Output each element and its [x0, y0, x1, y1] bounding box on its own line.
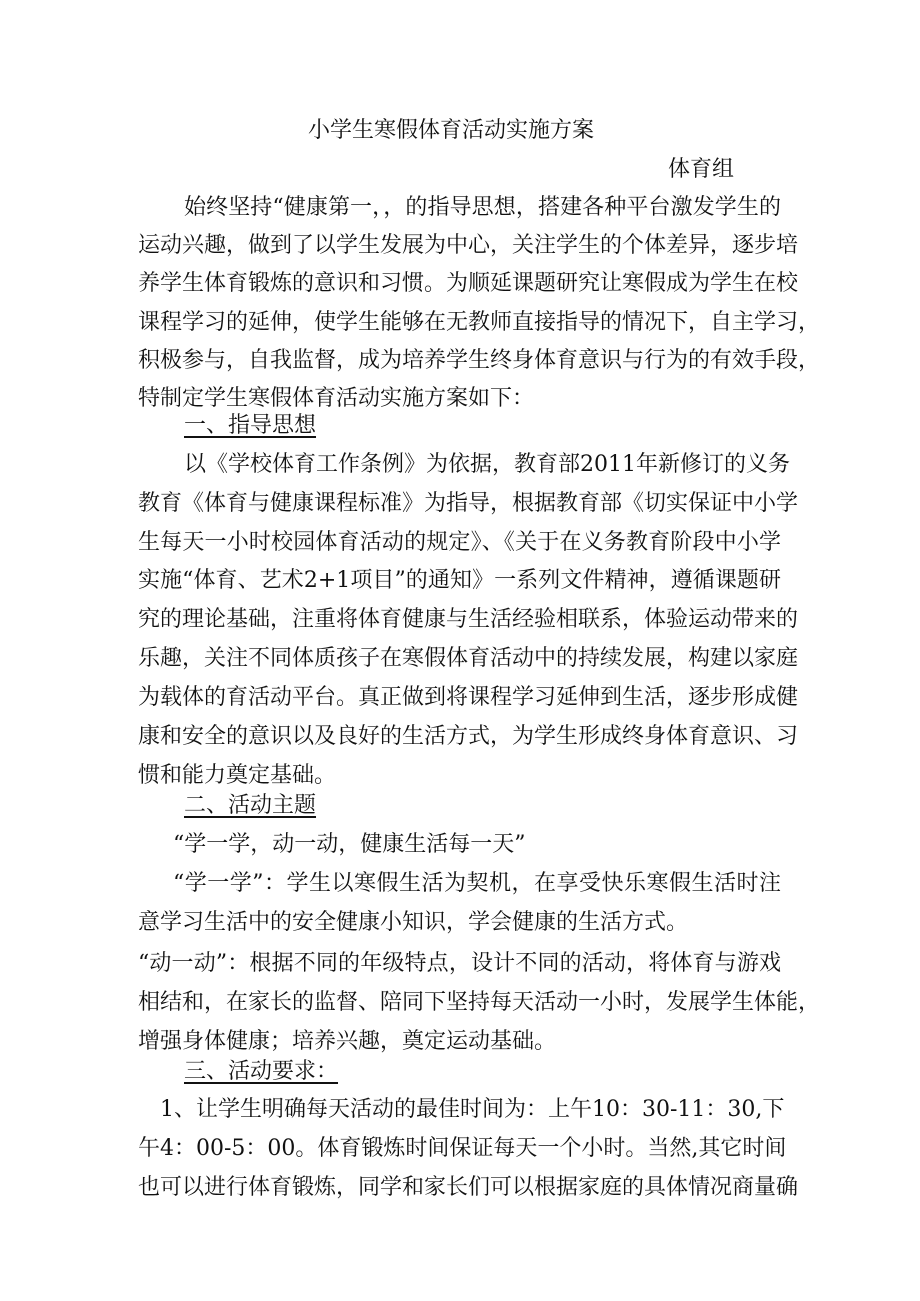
- section1-line: 生每天一小时校园体育活动的规定》、《关于在义务教育阶段中小学: [138, 530, 781, 555]
- intro-line: 特制定学生寒假体育活动实施方案如下：: [138, 386, 535, 411]
- section-heading-activity-theme: 二、活动主题: [184, 793, 317, 818]
- section3-line: 也可以进行体育锻炼，同学和家长们可以根据家庭的具体情况商量确: [138, 1175, 799, 1200]
- move-line: 相结和，在家长的监督、陪同下坚持每天活动一小时，发展学生体能，: [138, 990, 821, 1015]
- intro-line: 养学生体育锻炼的意识和习惯。为顺延课题研究让寒假成为学生在校: [138, 271, 799, 296]
- section1-line: 究的理论基础，注重将体育健康与生活经验相联系，体验运动带来的: [138, 607, 799, 632]
- document-author: 体育组: [668, 157, 735, 182]
- intro-line: 始终坚持“健康第一，，的指导思想，搭建各种平台激发学生的: [184, 195, 781, 220]
- section1-line: 乐趣，关注不同体质孩子在寒假体育活动中的持续发展，构建以家庭: [138, 646, 799, 671]
- move-line: “动一动”：根据不同的年级特点，设计不同的活动，将体育与游戏: [138, 951, 781, 976]
- learn-line: “学一学”：学生以寒假生活为契机，在享受快乐寒假生活时注: [173, 871, 781, 896]
- section-heading-guiding-ideology: 一、指导思想: [184, 413, 317, 438]
- section1-line: 以《学校体育工作条例》为依据，教育部2011年新修订的义务: [184, 452, 790, 477]
- section1-line: 实施“体育、艺术2+1项目”的通知》一系列文件精神，遵循课题研: [138, 568, 781, 593]
- section-heading-activity-requirements: 三、活动要求：: [184, 1059, 339, 1084]
- intro-line: 积极参与，自我监督，成为培养学生终身体育意识与行为的有效手段，: [138, 348, 821, 373]
- section3-line: 1、让学生明确每天活动的最佳时间为：上午10：30-11：30,下: [160, 1097, 785, 1122]
- section1-line: 教育《体育与健康课程标准》为指导，根据教育部《切实保证中小学: [138, 491, 799, 516]
- intro-line: 运动兴趣，做到了以学生发展为中心，关注学生的个体差异，逐步培: [138, 233, 799, 258]
- section1-line: 康和安全的意识以及良好的生活方式，为学生形成终身体育意识、习: [138, 724, 799, 749]
- document-title: 小学生寒假体育活动实施方案: [308, 118, 595, 143]
- intro-line: 课程学习的延伸，使学生能够在无教师直接指导的情况下，自主学习，: [138, 310, 821, 335]
- section1-line: 为载体的育活动平台。真正做到将课程学习延伸到生活，逐步形成健: [138, 685, 799, 710]
- move-line: 增强身体健康；培养兴趣，奠定运动基础。: [138, 1029, 557, 1054]
- section3-line: 午4：00-5：00。体育锻炼时间保证每天一个小时。当然,其它时间: [138, 1136, 787, 1161]
- activity-slogan: “学一学，动一动，健康生活每一天”: [173, 832, 526, 857]
- learn-line: 意学习生活中的安全健康小知识，学会健康的生活方式。: [138, 910, 689, 935]
- section1-line: 惯和能力奠定基础。: [138, 763, 337, 788]
